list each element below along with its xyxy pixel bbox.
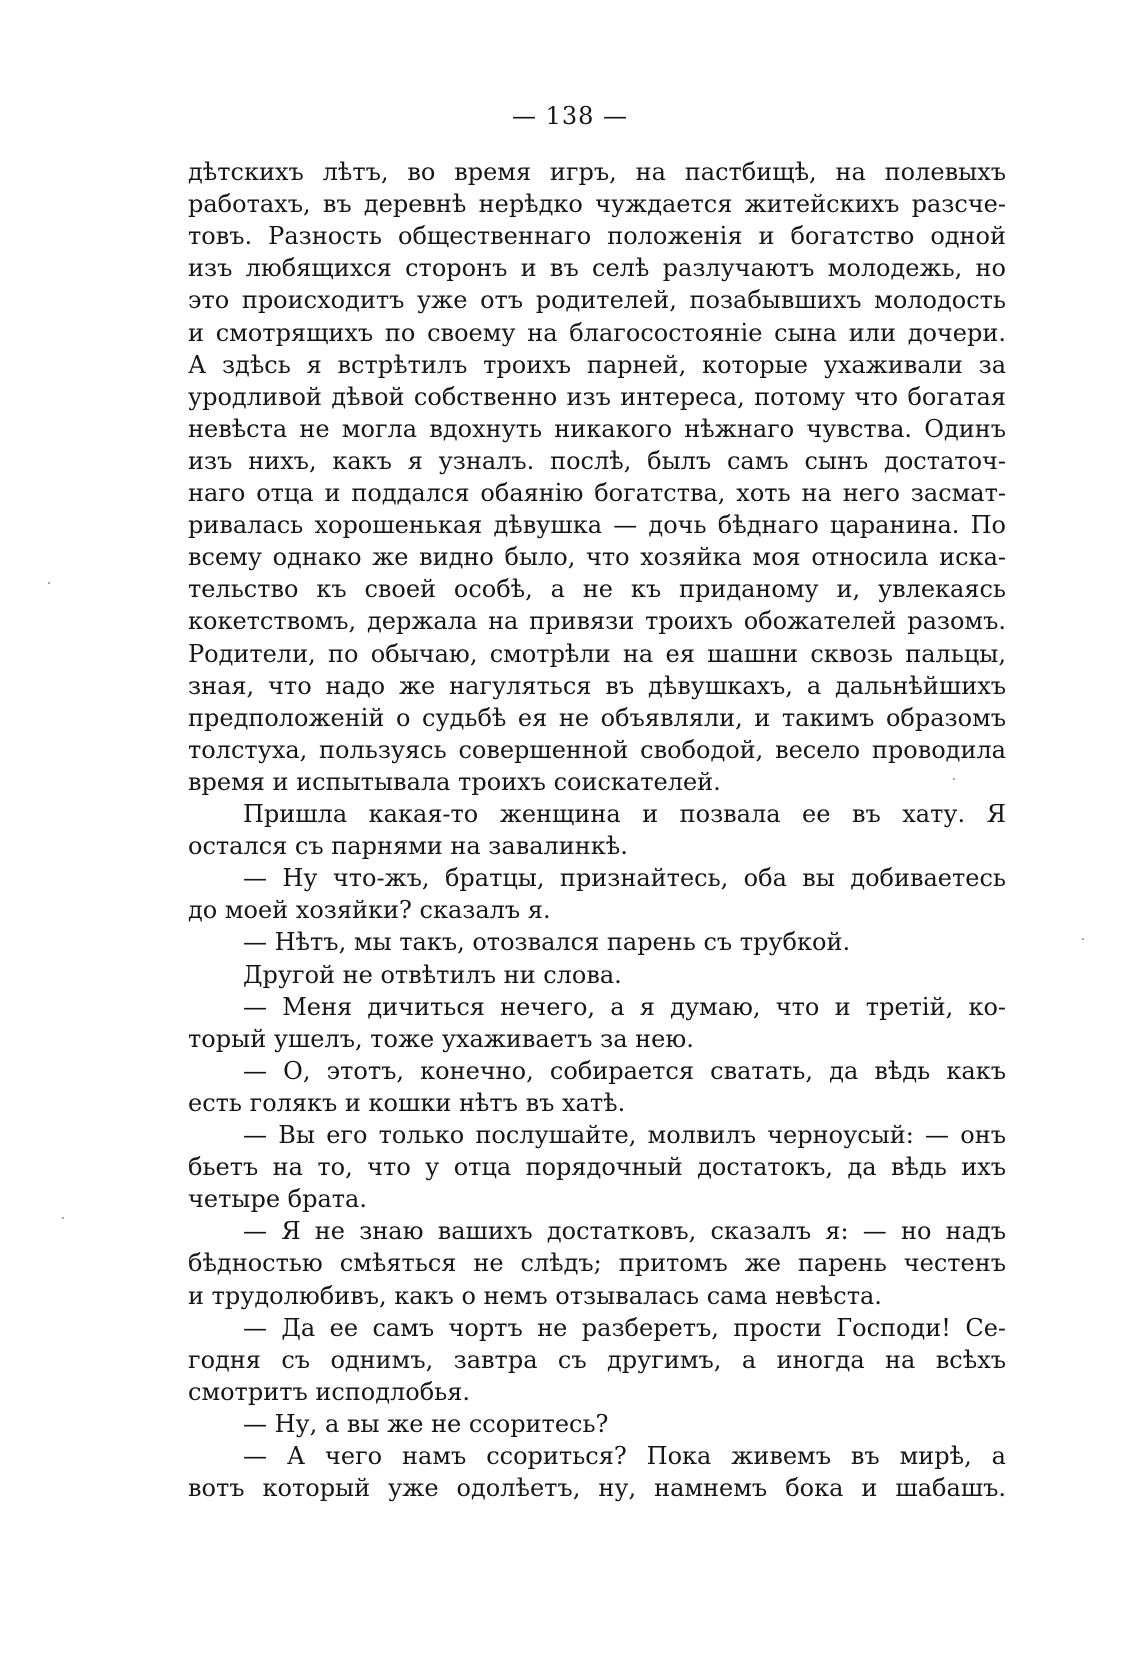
text-line: — Ну, а вы же не ссоритесь? bbox=[243, 1409, 609, 1438]
text-line: зная, что надо же нагуляться въ дѣвушкахъ, а дальнѣйшихъ bbox=[188, 671, 1006, 700]
text-line: бьетъ на то, что у отца порядочный достатокъ, да вѣдь ихъ bbox=[188, 1153, 1006, 1182]
text-line: и трудолюбивъ, какъ о немъ отзывалась сама невѣста. bbox=[188, 1281, 882, 1310]
text-line: есть голякъ и кошки нѣтъ въ хатѣ. bbox=[188, 1088, 626, 1117]
text-line: — А чего намъ ссориться? Пока живемъ въ мирѣ, а bbox=[243, 1442, 1006, 1470]
text-line: и смотрящихъ по своему на благосостояніе сына или дочери. bbox=[188, 318, 1006, 347]
text-line: торый ушелъ, тоже ухаживаетъ за нею. bbox=[188, 1024, 694, 1053]
text-line: кокетствомъ, держала на привязи троихъ обожателей разомъ. bbox=[188, 607, 1006, 636]
text-line: А здѣсь я встрѣтилъ троихъ парней, которые ухаживали за bbox=[188, 350, 1006, 379]
text-line: изъ любящихся сторонъ и въ селѣ разлучаютъ молодежь, но bbox=[188, 254, 1006, 283]
text-line: — Вы его только послушайте, молвилъ черноусый: — онъ bbox=[243, 1121, 1006, 1149]
text-line: остался съ парнями на завалинкѣ. bbox=[188, 832, 628, 861]
page-number: — 138 — bbox=[511, 102, 629, 130]
text-line: уродливой дѣвой собственно изъ интереса, потому что богатая bbox=[188, 382, 1006, 411]
text-line: толстуха, пользуясь совершенной свободой, весело проводила bbox=[188, 735, 1006, 764]
text-line: — Ну что-жъ, братцы, признайтесь, оба вы добиваетесь bbox=[243, 864, 1006, 893]
text-line: наго отца и поддался обаянію богатства, хоть на него засмат- bbox=[188, 479, 1006, 507]
scan-speck bbox=[48, 582, 50, 584]
text-line: изъ нихъ, какъ я узналъ. послѣ, былъ самъ сынъ достаточ- bbox=[188, 446, 1006, 475]
text-line: смотритъ исподлобья. bbox=[188, 1377, 471, 1406]
text-line: время и испытывала троихъ соискателей. bbox=[188, 767, 721, 796]
text-line: вотъ который уже одолѣетъ, ну, намнемъ бока и шабашъ. bbox=[188, 1474, 1006, 1503]
text-line: предположеній о судьбѣ ея не объявляли, и такимъ образомъ bbox=[188, 703, 1006, 732]
text-line: это происходитъ уже отъ родителей, позабывшихъ молодость bbox=[188, 286, 1006, 315]
text-line: Пришла какая-то женщина и позвала ее въ хату. Я bbox=[243, 800, 1006, 828]
text-line: ривалась хорошенькая дѣвушка — дочь бѣднаго царанина. По bbox=[188, 511, 1006, 540]
text-line: четыре брата. bbox=[188, 1185, 367, 1214]
text-line: — Да ее самъ чортъ не разберетъ, прости Господи! Се- bbox=[243, 1313, 1006, 1342]
text-line: невѣста не могла вдохнуть никакого нѣжнаго чувства. Одинъ bbox=[188, 414, 1006, 443]
text-line: товъ. Разность общественнаго положенія и богатство одной bbox=[188, 222, 1006, 251]
text-line: до моей хозяйки? сказалъ я. bbox=[188, 896, 551, 925]
text-line: — Я не знаю вашихъ достатковъ, сказалъ я: — но надъ bbox=[243, 1217, 1006, 1246]
text-line: всему однако же видно было, что хозяйка моя относила иска- bbox=[188, 543, 1006, 572]
text-line: — Нѣтъ, мы такъ, отозвался парень съ трубкой. bbox=[243, 928, 851, 957]
text-line: — О, этотъ, конечно, собирается сватать, да вѣдь какъ bbox=[243, 1056, 1006, 1085]
text-line: Родители, по обычаю, смотрѣли на ея шашни сквозь пальцы, bbox=[188, 639, 1006, 668]
scan-speck bbox=[62, 1217, 64, 1219]
text-line: бѣдностью смѣяться не слѣдъ; притомъ же парень честенъ bbox=[188, 1249, 1006, 1278]
text-line: тельство къ своей особѣ, а не къ приданому и, увлекаясь bbox=[188, 575, 1006, 604]
text-line: работахъ, въ деревнѣ нерѣдко чуждается житейскихъ разсче- bbox=[188, 190, 1006, 219]
text-line: годня съ однимъ, завтра съ другимъ, а иногда на всѣхъ bbox=[188, 1345, 1006, 1374]
scan-speck bbox=[1082, 938, 1084, 940]
scan-speck bbox=[953, 778, 955, 780]
text-line: — Меня дичиться нечего, а я думаю, что и третій, ко- bbox=[243, 992, 1006, 1021]
text-line: Другой не отвѣтилъ ни слова. bbox=[243, 960, 622, 989]
text-line: дѣтскихъ лѣтъ, во время игръ, на пастбищѣ, на полевыхъ bbox=[188, 158, 1006, 186]
